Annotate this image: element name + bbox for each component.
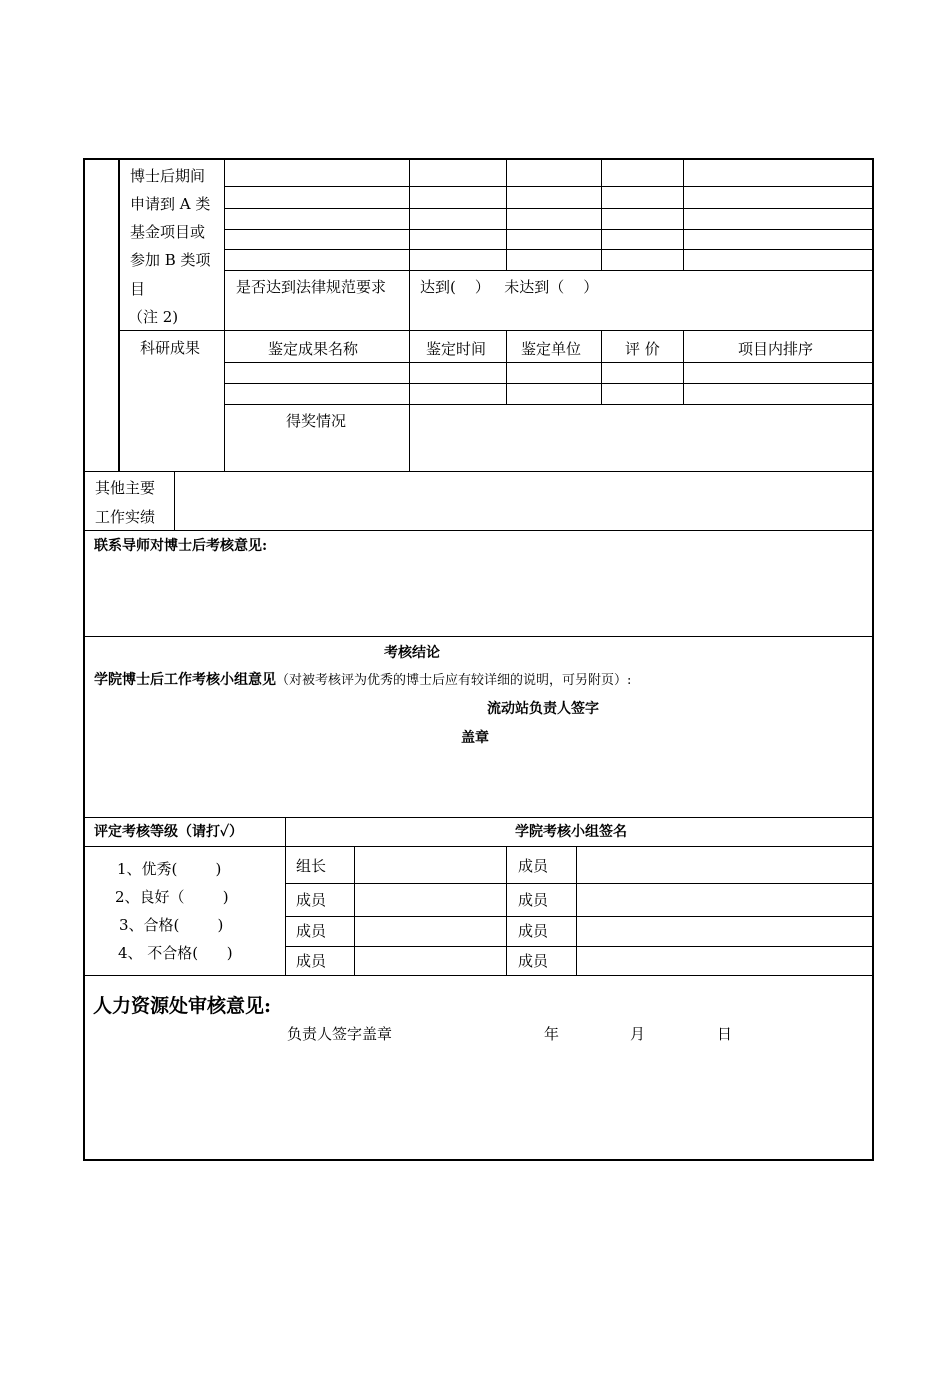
research-header-evaluation: 评 价 — [625, 340, 660, 358]
other-work-top-line — [83, 471, 874, 472]
grid-row-line — [224, 249, 874, 250]
grading-option: 4、 不合格( ) — [118, 944, 233, 962]
research-row-line — [224, 404, 874, 405]
sign-role-label: 成员 — [518, 922, 549, 940]
group-opinion-note: （对被考核评为优秀的博士后应有较详细的说明，可另附页）: — [276, 673, 632, 688]
hr-top-line — [83, 975, 874, 976]
research-col-divider-1 — [409, 330, 410, 472]
research-header-time: 鉴定时间 — [426, 340, 487, 358]
sign-row-line — [285, 916, 874, 917]
awards-label: 得奖情况 — [286, 412, 347, 430]
grading-divider — [285, 817, 286, 976]
sign-role-label: 成员 — [296, 922, 327, 940]
legal-requirement-label: 是否达到法律规范要求 — [236, 278, 387, 296]
grading-header-line — [83, 846, 874, 847]
group-opinion-bold: 学院博士后工作考核小组意见 — [94, 672, 276, 688]
sign-role-label: 成员 — [518, 952, 549, 970]
section-a-label-line: 目 — [130, 280, 146, 298]
seal-label: 盖章 — [461, 730, 489, 746]
research-header-unit: 鉴定单位 — [521, 340, 582, 358]
research-top-line — [118, 330, 874, 331]
sign-col-divider-2 — [506, 846, 507, 976]
grading-option: 2、良好（ ) — [115, 888, 229, 906]
section-a-label-line: 申请到 A 类 — [130, 195, 211, 213]
sign-role-label: 成员 — [518, 857, 549, 875]
signatures-title: 学院考核小组签名 — [515, 824, 627, 840]
hr-opinion-title: 人力资源处审核意见: — [93, 995, 272, 1017]
research-row-line — [224, 383, 874, 384]
hr-sign-label: 负责人签字盖章 — [287, 1025, 393, 1043]
research-col-divider-4 — [683, 330, 684, 404]
col-divider-1 — [409, 158, 410, 330]
grading-option: 3、合格( ) — [119, 916, 224, 934]
research-header-name: 鉴定成果名称 — [268, 340, 359, 358]
hr-day-label: 日 — [717, 1025, 733, 1043]
sign-col-divider-1 — [354, 846, 355, 976]
research-label: 科研成果 — [140, 339, 201, 357]
sign-row-line — [285, 946, 874, 947]
station-sign-label: 流动站负责人签字 — [487, 701, 599, 717]
research-col-divider-2 — [506, 330, 507, 404]
section-a-label-line: （注 2) — [128, 308, 179, 326]
other-work-divider — [174, 471, 175, 530]
research-col-divider-3 — [601, 330, 602, 404]
research-header-rank: 项目内排序 — [738, 340, 814, 358]
advisor-top-line — [83, 530, 874, 531]
hr-year-label: 年 — [544, 1025, 560, 1043]
hr-month-label: 月 — [630, 1025, 646, 1043]
col-divider-4 — [683, 158, 684, 270]
grid-row-line — [224, 270, 874, 271]
grading-label: 评定考核等级（请打✓） — [94, 824, 244, 840]
sign-role-label: 成员 — [296, 891, 327, 909]
conclusion-title: 考核结论 — [384, 645, 440, 661]
sign-role-label: 组长 — [296, 857, 327, 875]
col-divider-3 — [601, 158, 602, 270]
sign-role-label: 成员 — [296, 952, 327, 970]
section-a-label-line: 博士后期间 — [130, 167, 206, 185]
col-divider-2 — [506, 158, 507, 270]
grid-row-line — [224, 229, 874, 230]
research-row-line — [224, 362, 874, 363]
sign-role-label: 成员 — [518, 891, 549, 909]
other-work-label-line: 其他主要 — [95, 479, 156, 497]
section-a-label-line: 参加 B 类项 — [130, 251, 211, 269]
left-block-divider — [118, 158, 120, 472]
sign-row-line — [285, 883, 874, 884]
group-opinion-line — [94, 670, 631, 691]
grid-row-line — [224, 208, 874, 209]
grading-top-line — [83, 817, 874, 818]
sign-col-divider-3 — [576, 846, 577, 976]
legal-requirement-options: 达到( ） 未达到（ ） — [420, 278, 599, 296]
grid-row-line — [224, 186, 874, 187]
conclusion-top-line — [83, 636, 874, 637]
advisor-opinion-label: 联系导师对博士后考核意见: — [94, 538, 268, 554]
grading-option: 1、优秀( ) — [117, 860, 222, 878]
section-a-label-line: 基金项目或 — [130, 223, 206, 241]
other-work-label-line: 工作实绩 — [95, 508, 156, 526]
label-col-divider — [224, 158, 225, 472]
